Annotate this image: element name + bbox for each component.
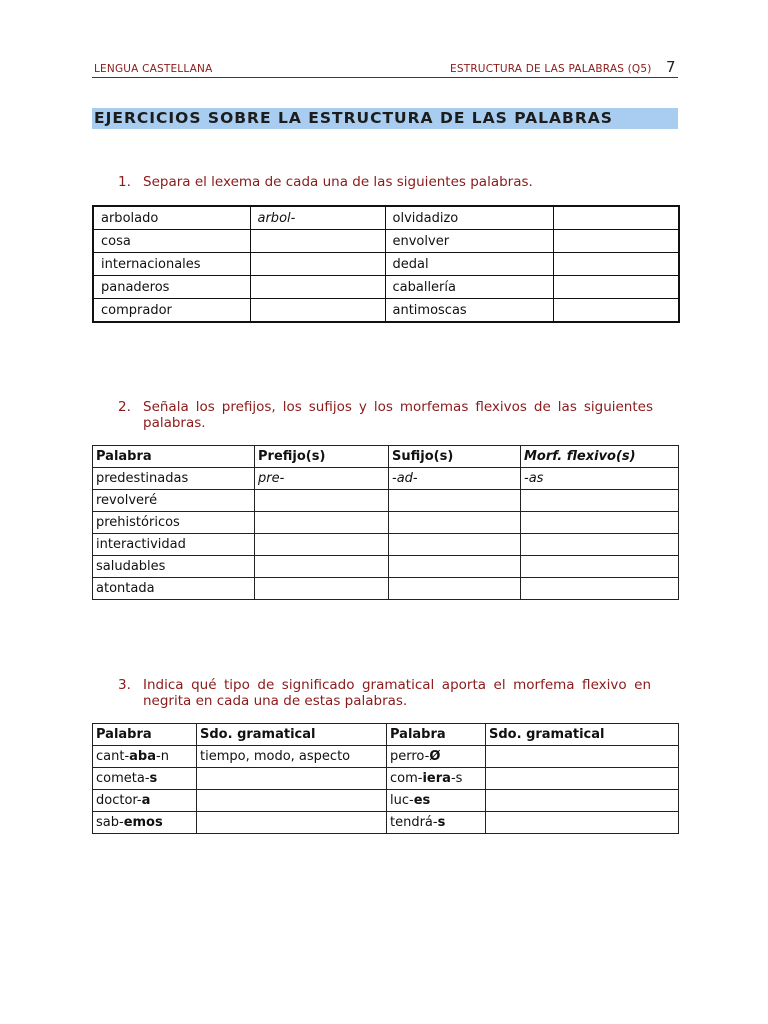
word-cell <box>93 746 197 768</box>
suffix-cell <box>389 578 521 600</box>
grammatical-meaning-cell <box>197 768 387 790</box>
word-fragment: -s <box>450 771 463 786</box>
table-row <box>93 790 679 812</box>
header-subject: LENGUA CASTELLANA <box>94 63 213 75</box>
grammatical-meaning-cell <box>486 746 679 768</box>
word-fragment: com- <box>390 771 423 786</box>
prefix-cell <box>255 512 389 534</box>
word-cell <box>387 768 486 790</box>
inflection-cell <box>521 556 679 578</box>
word-cell: panaderos <box>93 276 250 299</box>
header-divider <box>92 77 678 78</box>
lexeme-cell <box>553 206 679 230</box>
column-header-grammatical-meaning: Sdo. gramatical <box>197 724 387 746</box>
word-cell <box>387 812 486 834</box>
exercise-2-instruction-line1: Señala los prefijos, los sufijos y los morfemas flexivos de las siguientes <box>143 399 653 415</box>
exercise-1-table <box>92 205 680 323</box>
table-header-row <box>93 724 679 746</box>
grammatical-meaning-cell <box>486 812 679 834</box>
table-row <box>93 230 679 253</box>
word-fragment: cant- <box>96 749 130 764</box>
word-cell <box>93 812 197 834</box>
column-header-word: Palabra <box>93 446 255 468</box>
word-cell: caballería <box>385 276 553 299</box>
word-cell: revolveré <box>93 490 255 512</box>
table-row <box>93 578 679 600</box>
word-cell: saludables <box>93 556 255 578</box>
column-header-suffix: Sufijo(s) <box>389 446 521 468</box>
lexeme-cell <box>250 230 385 253</box>
suffix-cell <box>389 556 521 578</box>
word-cell: atontada <box>93 578 255 600</box>
table-row <box>93 556 679 578</box>
prefix-cell <box>255 534 389 556</box>
prefix-cell <box>255 490 389 512</box>
inflection-cell <box>521 578 679 600</box>
exercise-2-number: 2. <box>118 399 131 415</box>
table-row <box>93 812 679 834</box>
exercise-2-instruction-line2: palabras. <box>143 415 206 431</box>
table-row <box>93 206 679 230</box>
inflection-cell: -as <box>521 468 679 490</box>
suffix-cell: -ad- <box>389 468 521 490</box>
word-cell: internacionales <box>93 253 250 276</box>
word-cell: arbolado <box>93 206 250 230</box>
word-cell: interactividad <box>93 534 255 556</box>
inflectional-morpheme: aba <box>129 749 157 764</box>
page-title: EJERCICIOS SOBRE LA ESTRUCTURA DE LAS PALABRAS <box>94 109 613 127</box>
exercise-2-table <box>92 445 679 600</box>
word-cell <box>387 790 486 812</box>
inflectional-morpheme: es <box>413 793 431 808</box>
inflection-cell <box>521 490 679 512</box>
word-cell: envolver <box>385 230 553 253</box>
grammatical-meaning-cell: tiempo, modo, aspecto <box>197 746 387 768</box>
page-number: 7 <box>666 58 676 76</box>
inflection-cell <box>521 512 679 534</box>
suffix-cell <box>389 512 521 534</box>
inflectional-morpheme: s <box>437 815 446 830</box>
table-row <box>93 768 679 790</box>
word-cell <box>93 790 197 812</box>
lexeme-cell <box>553 253 679 276</box>
word-cell: olvidadizo <box>385 206 553 230</box>
table-row <box>93 534 679 556</box>
word-cell: cosa <box>93 230 250 253</box>
word-cell: dedal <box>385 253 553 276</box>
column-header-word: Palabra <box>93 724 197 746</box>
grammatical-meaning-cell <box>197 812 387 834</box>
word-fragment: cometa- <box>96 771 150 786</box>
exercise-3-number: 3. <box>118 677 131 693</box>
prefix-cell <box>255 556 389 578</box>
inflection-cell <box>521 534 679 556</box>
lexeme-cell <box>553 276 679 299</box>
word-cell: comprador <box>93 299 250 323</box>
exercise-3-table <box>92 723 679 834</box>
lexeme-cell <box>250 276 385 299</box>
prefix-cell: pre- <box>255 468 389 490</box>
header-topic: ESTRUCTURA DE LAS PALABRAS (Q5) <box>450 63 652 75</box>
inflectional-morpheme: Ø <box>429 749 441 764</box>
inflectional-morpheme: a <box>141 793 151 808</box>
suffix-cell <box>389 490 521 512</box>
grammatical-meaning-cell <box>197 790 387 812</box>
table-row <box>93 512 679 534</box>
word-fragment: sab- <box>96 815 124 830</box>
exercise-1-instruction: Separa el lexema de cada una de las siguientes palabras. <box>143 174 533 190</box>
column-header-inflection: Morf. flexivo(s) <box>521 446 679 468</box>
inflectional-morpheme: iera <box>422 771 451 786</box>
word-fragment: doctor- <box>96 793 142 808</box>
word-fragment: -n <box>156 749 169 764</box>
exercise-3-instruction-line2: negrita en cada una de estas palabras. <box>143 693 408 709</box>
word-cell: predestinadas <box>93 468 255 490</box>
lexeme-cell <box>250 253 385 276</box>
word-cell <box>93 768 197 790</box>
table-row <box>93 746 679 768</box>
exercise-3-instruction-line1: Indica qué tipo de significado gramatical aporta el morfema flexivo en <box>143 677 651 693</box>
word-cell: antimoscas <box>385 299 553 323</box>
inflectional-morpheme: s <box>149 771 158 786</box>
column-header-prefix: Prefijo(s) <box>255 446 389 468</box>
column-header-grammatical-meaning: Sdo. gramatical <box>486 724 679 746</box>
word-fragment: perro- <box>390 749 430 764</box>
table-row <box>93 299 679 323</box>
word-cell: prehistóricos <box>93 512 255 534</box>
word-cell <box>387 746 486 768</box>
grammatical-meaning-cell <box>486 790 679 812</box>
suffix-cell <box>389 534 521 556</box>
prefix-cell <box>255 578 389 600</box>
table-row <box>93 253 679 276</box>
grammatical-meaning-cell <box>486 768 679 790</box>
word-fragment: tendrá- <box>390 815 438 830</box>
table-row <box>93 276 679 299</box>
table-header-row <box>93 446 679 468</box>
inflectional-morpheme: emos <box>123 815 163 830</box>
lexeme-cell <box>553 230 679 253</box>
lexeme-cell <box>250 299 385 323</box>
table-row <box>93 490 679 512</box>
lexeme-cell <box>553 299 679 323</box>
word-fragment: luc- <box>390 793 414 808</box>
column-header-word: Palabra <box>387 724 486 746</box>
table-row <box>93 468 679 490</box>
exercise-1-number: 1. <box>118 174 131 190</box>
lexeme-cell: arbol- <box>250 206 385 230</box>
